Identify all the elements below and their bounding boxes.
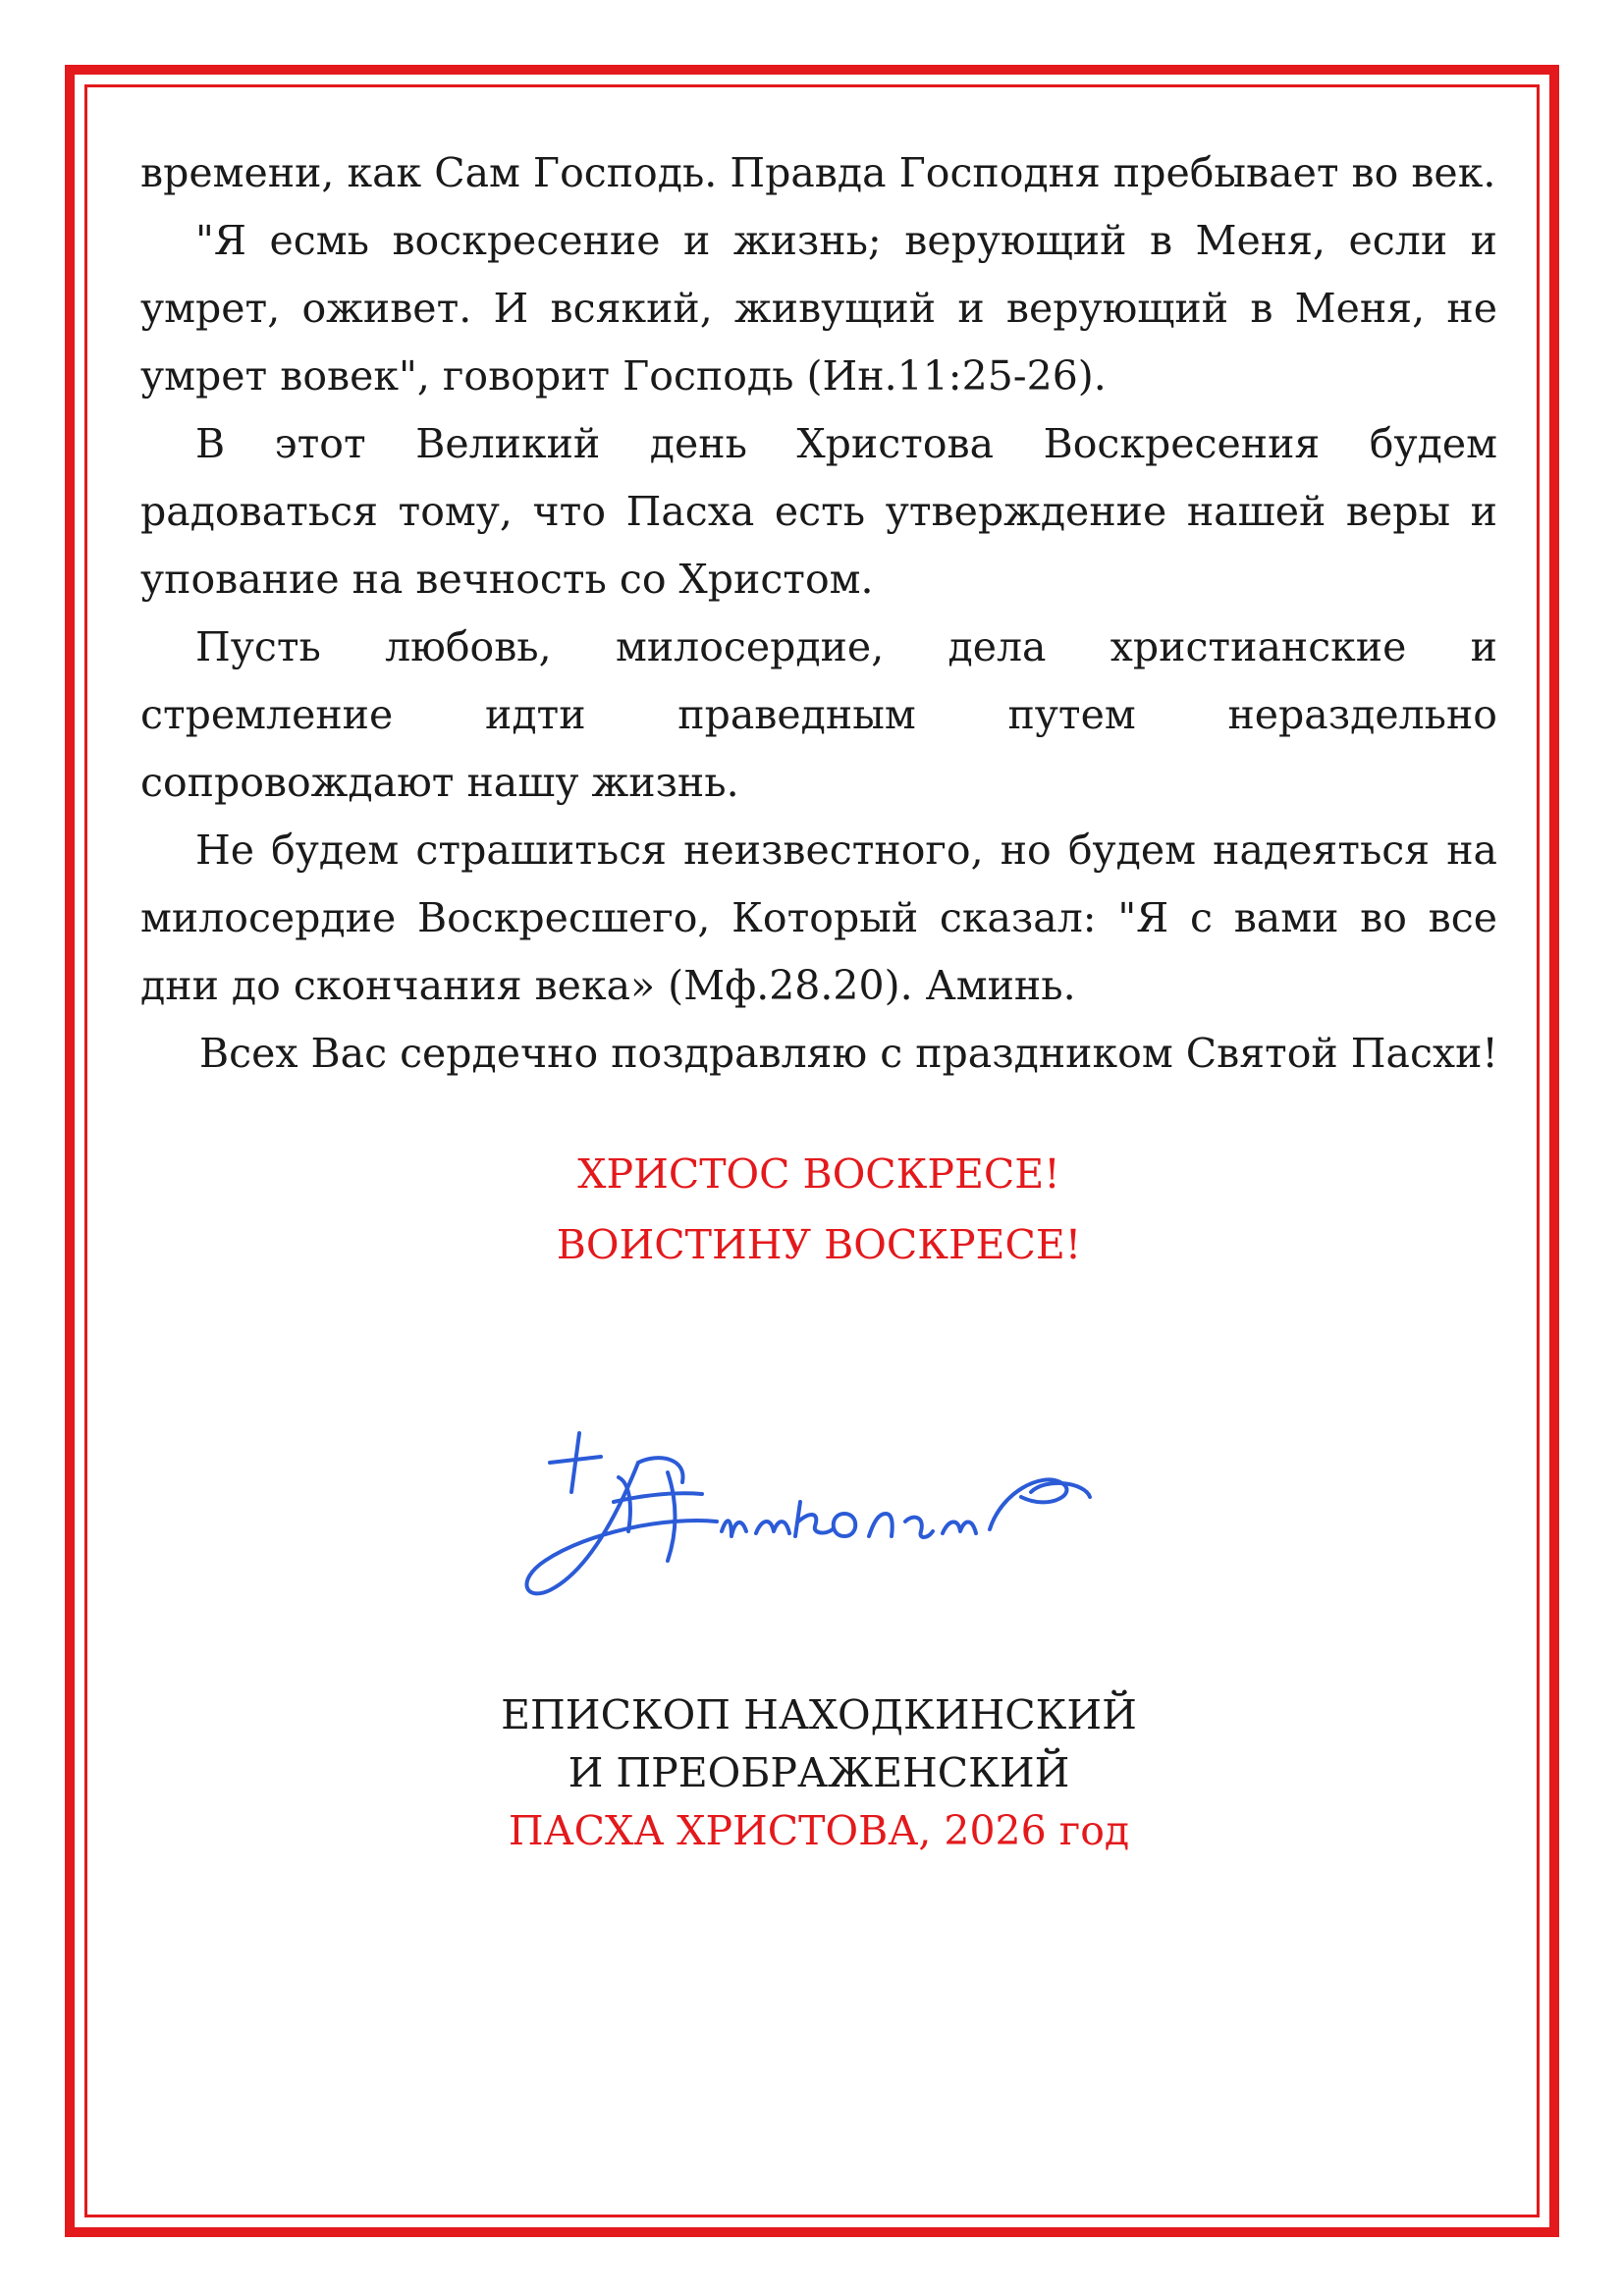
truly-risen: ВОИСТИНУ ВОСКРЕСЕ! (556, 1221, 1082, 1268)
paragraph-3: В этот Великий день Христова Воскресения будем радоваться тому, что Пасха есть утверждение нашей веры и упование на вечность со Христом. (140, 420, 1497, 603)
paschal-exclamations (140, 1139, 1497, 1280)
letter-body (140, 139, 1497, 1280)
easter-greeting: Всех Вас сердечно поздравляю с праздником Святой Пасхи! (199, 1030, 1498, 1077)
date-line: ПАСХА ХРИСТОВА, 2026 год (508, 1807, 1130, 1854)
handwritten-signature (520, 1423, 1100, 1610)
paragraph-4: Пусть любовь, милосердие, дела христианские и стремление идти праведным путем нераздельно сопровождают нашу жизнь. (140, 623, 1497, 806)
bishop-title-line2: И ПРЕОБРАЖЕНСКИЙ (568, 1749, 1070, 1796)
paragraph-1: времени, как Сам Господь. Правда Господня пребывает во век. (140, 149, 1496, 196)
signature-block (140, 1686, 1497, 1860)
paragraph-5: Не будем страшиться неизвестного, но будем надеяться на милосердие Воскресшего, Который сказал: "Я с вами во все дни до скончания века» (Мф.28.20). Аминь. (140, 827, 1497, 1009)
bishop-title-line1: ЕПИСКОП НАХОДКИНСКИЙ (501, 1691, 1137, 1738)
christ-is-risen: ХРИСТОС ВОСКРЕСЕ! (577, 1150, 1060, 1198)
paragraph-2: "Я есмь воскресение и жизнь; верующий в Меня, если и умрет, оживет. И всякий, живущий и верующий в Меня, не умрет вовек", говорит Господь (Ин.11:25-26). (140, 217, 1497, 400)
